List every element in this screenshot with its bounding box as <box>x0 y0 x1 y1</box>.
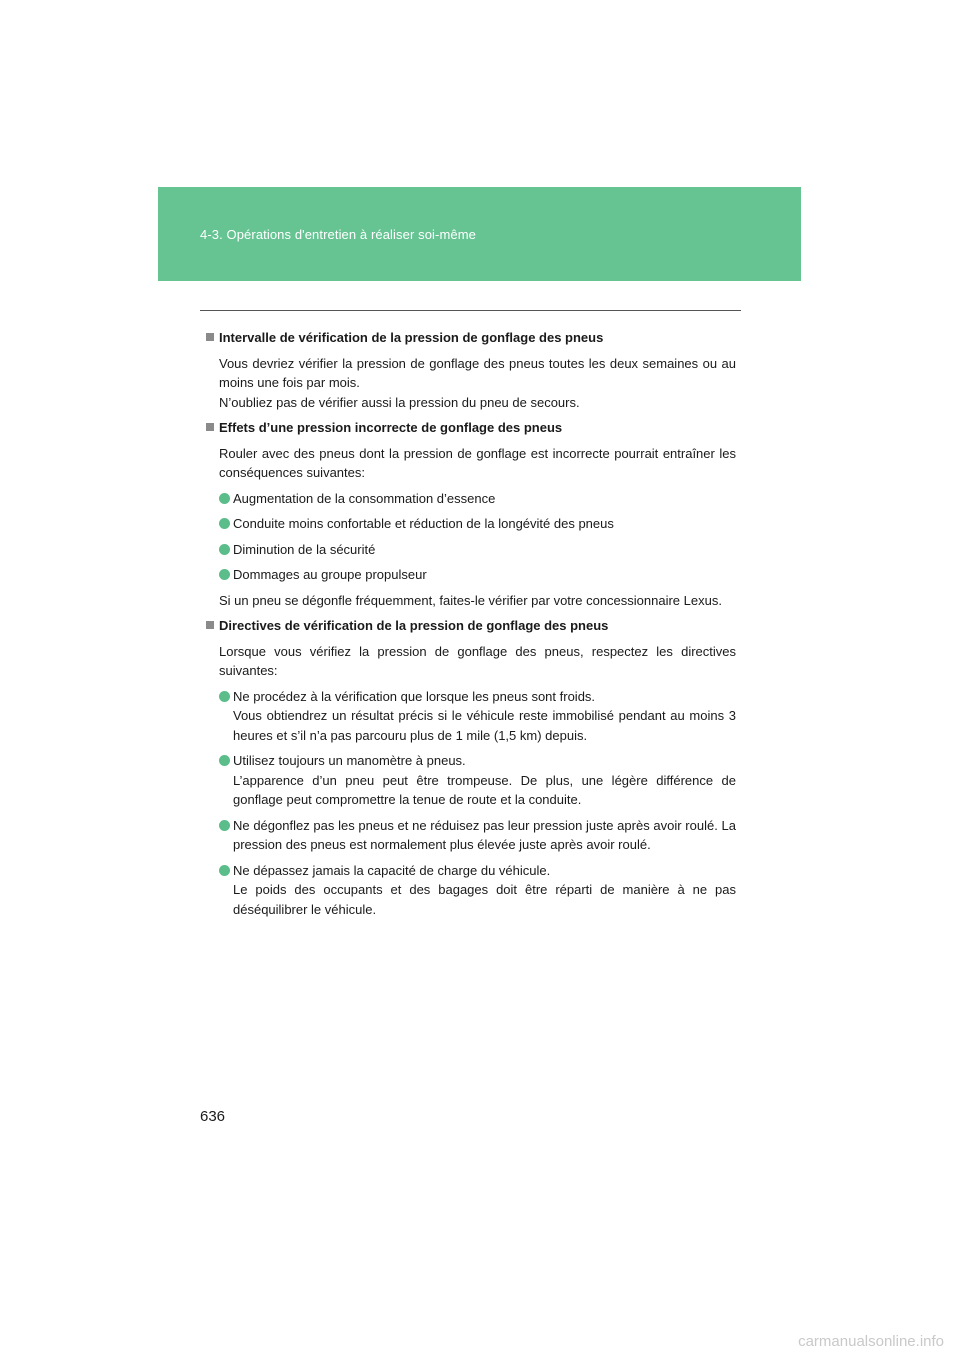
list-item: Diminution de la sécurité <box>219 540 736 560</box>
square-bullet-icon <box>206 423 214 431</box>
list-item: Ne dépassez jamais la capacité de charge du véhicule. Le poids des occupants et des bagages doit être réparti de manière à ne pas déséquilibrer le véhicule. <box>219 861 736 920</box>
list-item: Ne procédez à la vérification que lorsque les pneus sont froids. Vous obtiendrez un résultat précis si le véhicule reste immobilisé pendant au moins 3 heures et s’il n’a pas parcouru plus de 1 mile (1,5 km) depuis. <box>219 687 736 746</box>
paragraph: Vous devriez vérifier la pression de gonflage des pneus toutes les deux semaines ou au moins une fois par mois. N’oubliez pas de vérifier aussi la pression du pneu de secours. <box>219 355 736 410</box>
circle-bullet-icon <box>219 544 230 555</box>
circle-bullet-icon <box>219 493 230 504</box>
page-number: 636 <box>200 1108 226 1125</box>
circle-bullet-icon <box>219 518 230 529</box>
divider <box>200 310 741 311</box>
list-item: Conduite moins confortable et réduction de la longévité des pneus <box>219 514 736 534</box>
circle-bullet-icon <box>219 569 230 580</box>
list-item: Utilisez toujours un manomètre à pneus. L’apparence d’un pneu peut être trompeuse. De plus, une légère différence de gonflage peut compromettre la tenue de route et la conduite. <box>219 751 736 810</box>
circle-bullet-icon <box>219 865 230 876</box>
circle-bullet-icon <box>219 691 230 702</box>
circle-bullet-icon <box>219 755 230 766</box>
section-title: 4-3. Opérations d'entretien à réaliser soi-même <box>200 227 476 242</box>
circle-bullet-icon <box>219 820 230 831</box>
page-content <box>206 328 736 925</box>
section-header-band <box>158 187 801 281</box>
paragraph: Lorsque vous vérifiez la pression de gonflage des pneus, respectez les directives suivantes: <box>219 643 736 678</box>
square-bullet-icon <box>206 621 214 629</box>
paragraph: Rouler avec des pneus dont la pression de gonflage est incorrecte pourrait entraîner les conséquences suivantes: <box>219 445 736 480</box>
section-heading: Effets d’une pression incorrecte de gonflage des pneus <box>206 418 736 438</box>
square-bullet-icon <box>206 333 214 341</box>
list-item: Dommages au groupe propulseur <box>219 565 736 585</box>
section-heading: Intervalle de vérification de la pression de gonflage des pneus <box>206 328 736 348</box>
watermark: carmanualsonline.info <box>798 1333 944 1350</box>
list-item: Augmentation de la consommation d’essence <box>219 489 736 509</box>
paragraph: Si un pneu se dégonfle fréquemment, faites-le vérifier par votre concessionnaire Lexus. <box>219 592 722 608</box>
section-heading: Directives de vérification de la pression de gonflage des pneus <box>206 616 736 636</box>
list-item: Ne dégonflez pas les pneus et ne réduisez pas leur pression juste après avoir roulé. La pression des pneus est normalement plus élevée juste après avoir roulé. <box>219 816 736 855</box>
